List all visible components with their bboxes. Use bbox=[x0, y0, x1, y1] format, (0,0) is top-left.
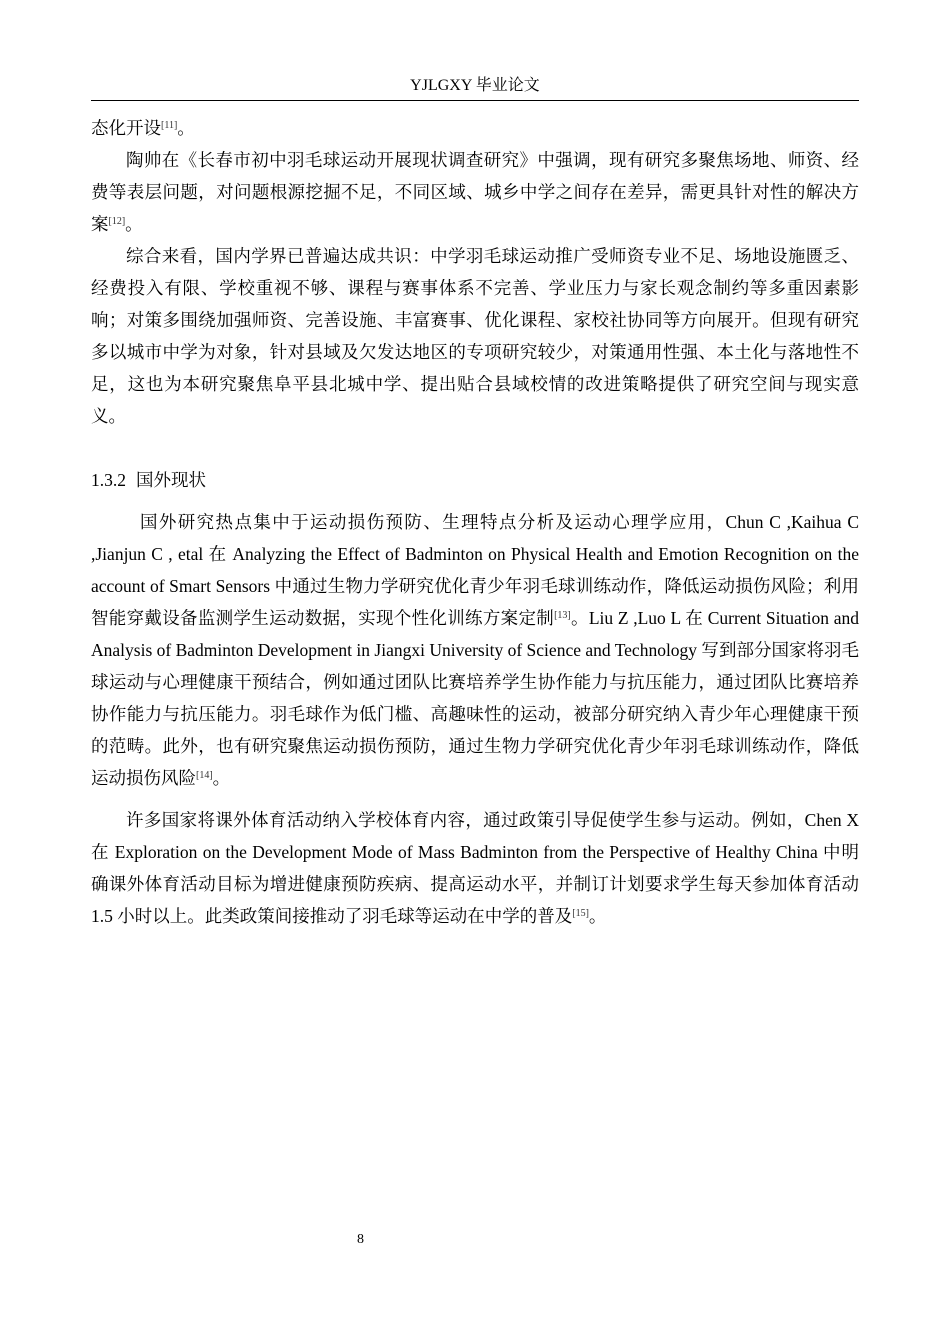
citation-ref: [15] bbox=[572, 908, 589, 919]
citation-ref: [11] bbox=[161, 120, 178, 131]
section-heading bbox=[91, 464, 859, 496]
paragraph-continuation: 态化开设[11]。 bbox=[91, 118, 195, 138]
citation-ref: [12] bbox=[108, 216, 126, 227]
page-header bbox=[91, 76, 859, 96]
document-body bbox=[91, 112, 859, 932]
header-rule bbox=[91, 100, 859, 101]
page-number: 8 bbox=[357, 1232, 364, 1247]
header-title: YJLGXY 毕业论文 bbox=[410, 77, 540, 94]
section-title: 国外现状 bbox=[136, 470, 206, 490]
section-number: 1.3.2 bbox=[91, 470, 126, 490]
paragraph-policy: 许多国家将课外体育活动纳入学校体育内容，通过政策引导促使学生参与运动。例如，Chen X 在 Exploration on the Development Mode of Mass Badminton from the Perspective of Healthy China 中明确课外体育活动目标为增进健康预防疾病、提高运动水平，并制订计划要求学生每天参加体育活动 1.5 小时以上。此类政策间接推动了羽毛球等运动在中学的普及[15]。 bbox=[91, 810, 859, 926]
paragraph-summary: 综合来看，国内学界已普遍达成共识：中学羽毛球运动推广受师资专业不足、场地设施匮乏、经费投入有限、学校重视不够、课程与赛事体系不完善、学业压力与家长观念制约等多重因素影响；对策多围绕加强师资、完善设施、丰富赛事、优化课程、家校社协同等方向展开。但现有研究多以城市中学为对象，针对县域及欠发达地区的专项研究较少，对策通用性强、本土化与落地性不足，这也为本研究聚焦阜平县北城中学、提出贴合县域校情的改进策略提供了研究空间与现实意义。 bbox=[91, 246, 859, 426]
paragraph-foreign-research: 国外研究热点集中于运动损伤预防、生理特点分析及运动心理学应用，Chun C ,Kaihua C ,Jianjun C , etal 在 Analyzing the Effect of Badminton on Physical Health and Emotion Recognition on the account of Smart Sensors 中通过生物力学研究优化青少年羽毛球训练动作，降低运动损伤风险；利用智能穿戴设备监测学生运动数据，实现个性化训练方案定制[13]。Liu Z ,Luo L 在 Current Situation and Analysis of Badminton Development in Jiangxi University of Science and Technology 写到部分国家将羽毛球运动与心理健康干预结合，例如通过团队比赛培养学生协作能力与抗压能力，通过团队比赛培养协作能力与抗压能力。羽毛球作为低门槛、高趣味性的运动，被部分研究纳入青少年心理健康干预的范畴。此外，也有研究聚焦运动损伤预防，通过生物力学研究优化青少年羽毛球训练动作，降低运动损伤风险[14]。 bbox=[91, 512, 859, 788]
citation-ref: [14] bbox=[196, 770, 213, 781]
citation-ref: [13] bbox=[554, 610, 571, 621]
paragraph-taoshuai: 陶帅在《长春市初中羽毛球运动开展现状调查研究》中强调，现有研究多聚焦场地、师资、经费等表层问题，对问题根源挖掘不足，不同区域、城乡中学之间存在差异，需更具针对性的解决方案[12]。 bbox=[91, 150, 859, 234]
